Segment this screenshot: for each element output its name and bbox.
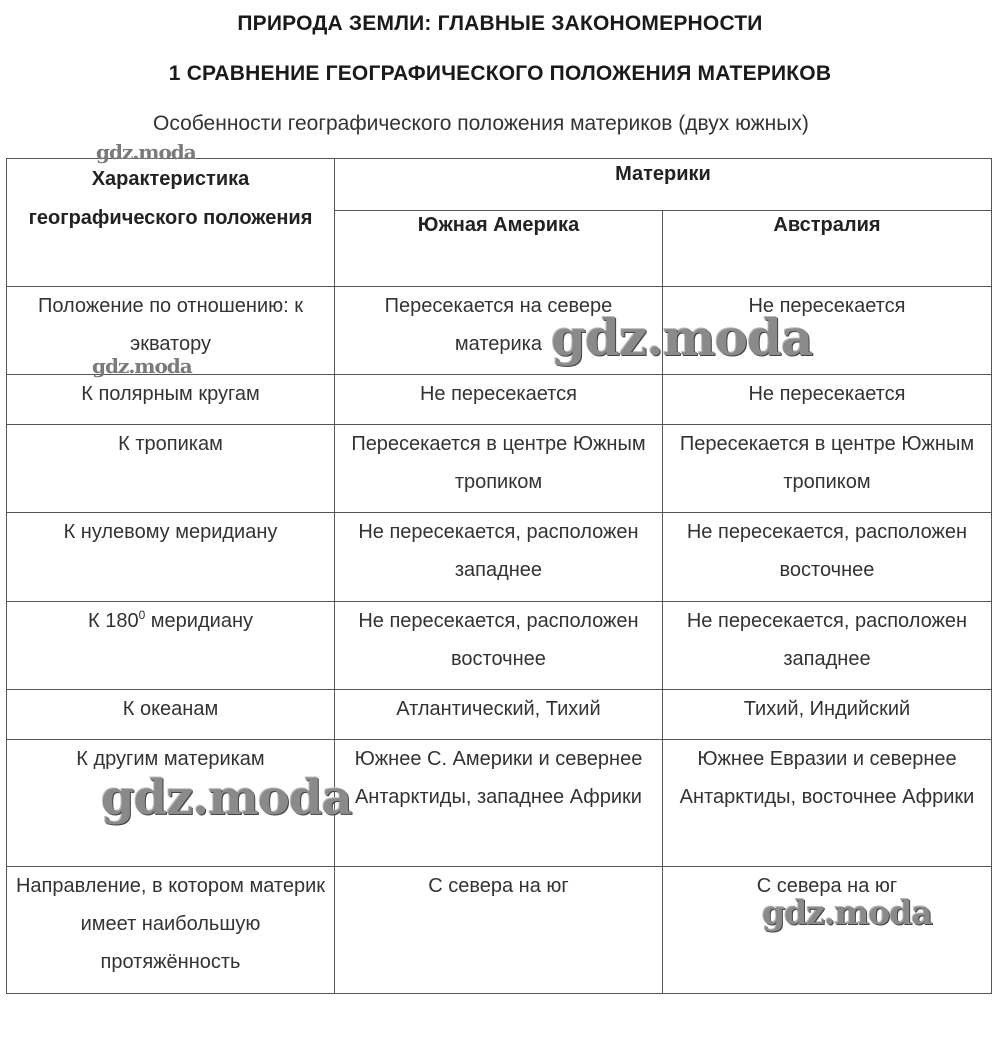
header-south-america: Южная Америка <box>334 211 662 287</box>
table-row <box>7 690 992 740</box>
watermark: gdz.moda <box>551 308 813 367</box>
watermark: gdz.moda <box>101 770 352 826</box>
cell-south-america: Южнее С. Америки и севернее Антарктиды, западнее Африки <box>334 740 662 867</box>
watermark: gdz.moda <box>762 893 932 932</box>
cell-australia: Не пересекается, расположен восточнее <box>662 513 991 602</box>
row-label <box>7 602 335 690</box>
table-row <box>7 375 992 425</box>
cell-australia: С севера на юг <box>662 867 991 994</box>
row-label-text: меридиану <box>145 610 253 632</box>
cell-australia: Не пересекается <box>662 375 991 425</box>
table-row <box>7 867 992 994</box>
cell-south-america: Не пересекается <box>334 375 662 425</box>
row-label: Направление, в котором материк имеет наибольшую протяжённость <box>7 867 335 994</box>
header-australia: Австралия <box>662 211 991 287</box>
table-caption: Особенности географического положения материков (двух южных) <box>153 112 809 135</box>
table-row <box>7 602 992 690</box>
table-header-row <box>7 159 992 211</box>
cell-south-america: Пересекается на севере материка <box>334 287 662 375</box>
cell-australia: Не пересекается <box>662 287 991 375</box>
cell-south-america: Не пересекается, расположен западнее <box>334 513 662 602</box>
row-label: К другим материкам <box>7 740 335 867</box>
watermark: gdz.moda <box>96 140 196 164</box>
cell-australia: Пересекается в центре Южным тропиком <box>662 425 991 513</box>
degree-superscript: 0 <box>138 608 146 622</box>
header-continents: Материки <box>334 159 991 211</box>
cell-south-america: Не пересекается, расположен восточнее <box>334 602 662 690</box>
table-row <box>7 425 992 513</box>
cell-south-america: Атлантический, Тихий <box>334 690 662 740</box>
row-label: Положение по отношению: к экватору <box>7 287 335 375</box>
cell-australia: Не пересекается, расположен западнее <box>662 602 991 690</box>
row-label: К полярным кругам <box>7 375 335 425</box>
table-row <box>7 513 992 602</box>
cell-australia: Тихий, Индийский <box>662 690 991 740</box>
page-title: ПРИРОДА ЗЕМЛИ: ГЛАВНЫЕ ЗАКОНОМЕРНОСТИ <box>237 12 763 35</box>
header-characteristic: Характеристика географического положения <box>7 159 335 287</box>
row-label: К тропикам <box>7 425 335 513</box>
cell-south-america: С севера на юг <box>334 867 662 994</box>
row-label: К нулевому меридиану <box>7 513 335 602</box>
watermark: gdz.moda <box>92 354 192 378</box>
row-label: К океанам <box>7 690 335 740</box>
cell-south-america: Пересекается в центре Южным тропиком <box>334 425 662 513</box>
table-row <box>7 740 992 867</box>
row-label-text: К 180 <box>87 610 139 632</box>
section-title: 1 СРАВНЕНИЕ ГЕОГРАФИЧЕСКОГО ПОЛОЖЕНИЯ МАТЕРИКОВ <box>168 62 832 85</box>
cell-australia: Южнее Евразии и севернее Антарктиды, восточнее Африки <box>662 740 991 867</box>
table-row <box>7 287 992 375</box>
comparison-table <box>6 158 992 994</box>
